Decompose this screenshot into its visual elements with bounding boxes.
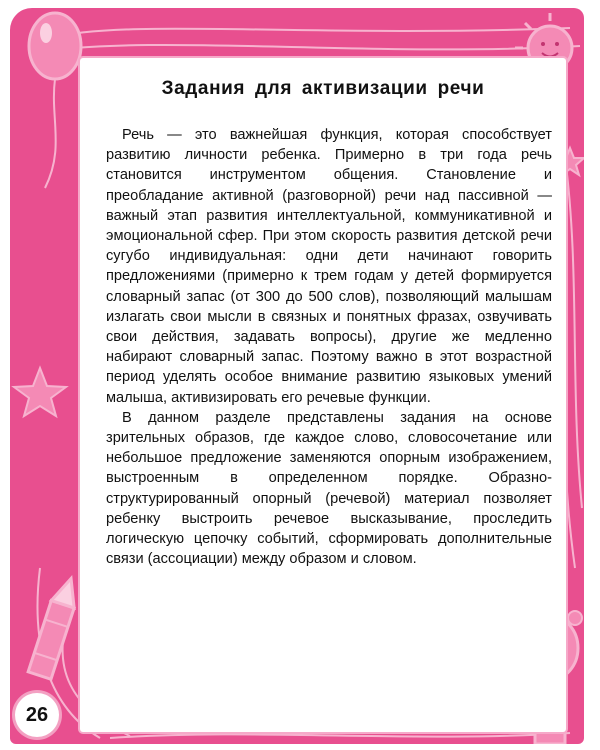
paragraph-2: В данном разделе представлены задания на основе зрительных образов, где каждое слово, словосочетание или небольшое предложение заменяются опорным изображением, выстроенным в определенном порядке. Образно-структурированный опорный (речевой) материал позволяет ребенку выстроить речевое высказывание, проследить логическую цепочку событий, сформировать дополнительные связи (ассоциации) между образом и словом. [106,409,552,568]
balloon-icon [29,13,81,188]
paragraph-1: Речь — это важнейшая функция, которая способствует развитию личности ребенка. Примерно в три года речь становится инструментом общения. Становление и преобладание активной (разговорной) речи над пассивной — важный этап развития интеллектуальной, коммуникативной и эмоциональной сфер. При этом скорость развития детской речи сугубо индивидуальная: одни дети начинают говорить предложениями (примерно к трем годам у детей формируется словарный запас (от 300 до 500 слов), позволяющий малышам излагать свои мысли в связных и понятных фразах, озвучивать свои действия, задавать вопросы), другие же медленно набирают словарный запас. Поэтому важно в этот возрастной период уделять особое внимание развитию языковых умений малыша, активизировать его речевые функции. [106,127,552,406]
content-panel [80,58,566,732]
page-frame [10,8,584,744]
crayon-icon [28,575,82,679]
body-text [106,125,552,569]
star-icon [14,368,66,416]
page-title: Задания для активизации речи [161,78,485,99]
page-number: 26 [15,693,59,737]
